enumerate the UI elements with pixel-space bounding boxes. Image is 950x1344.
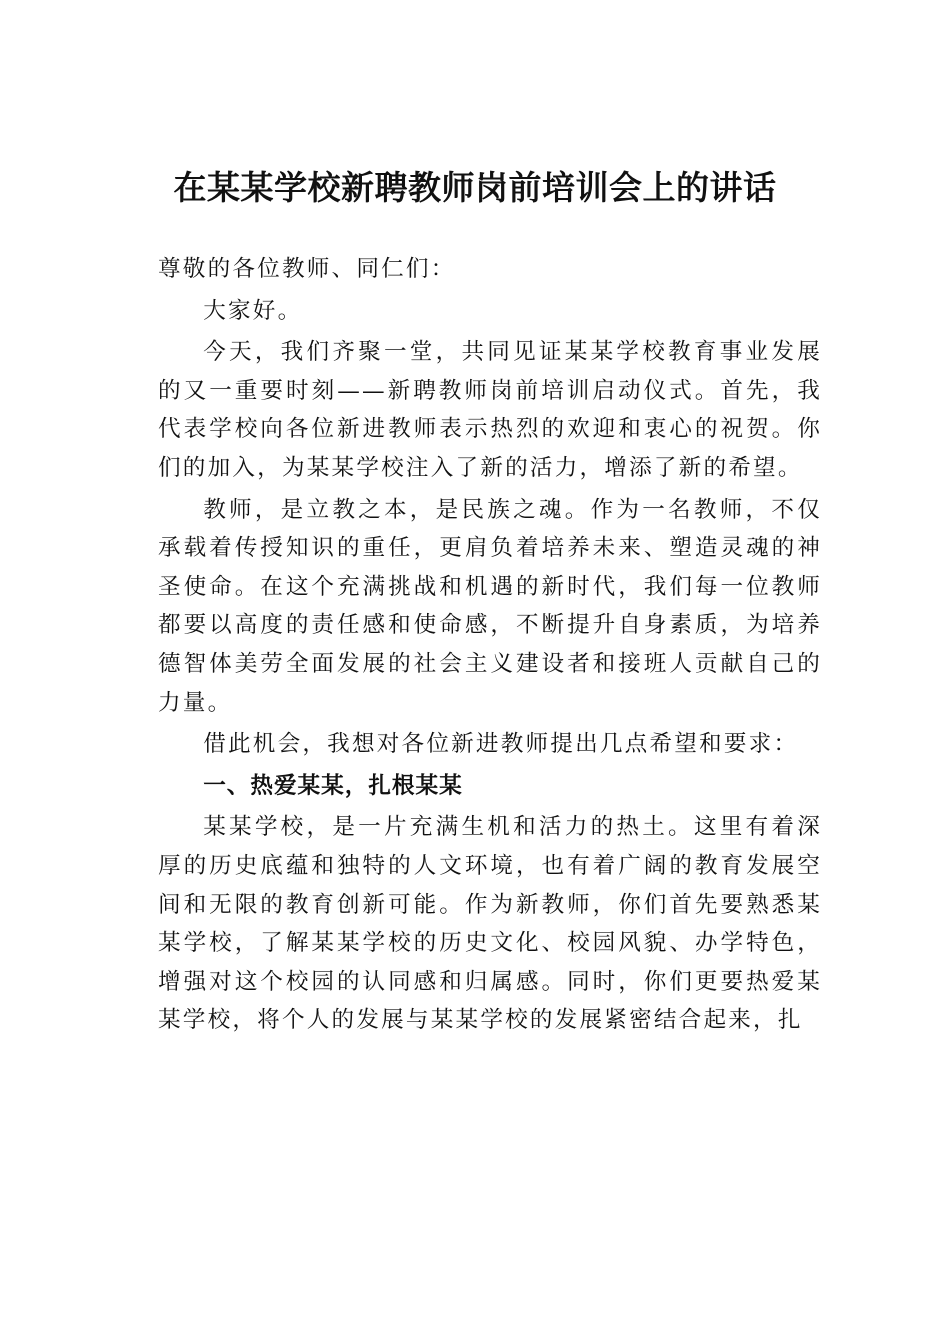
section-heading: 一、热爱某某，扎根某某 xyxy=(203,772,463,799)
section-paragraph: 某某学校，是一片充满生机和活力的热土。这里有着深厚的历史底蕴和独特的人文环境，也有着广阔的教育发展空间和无限的教育创新可能。作为新教师，你们首先要熟悉某某学校，了解某某学校的历史文化、校园风貌、办学特色，增强对这个校园的认同感和归属感。同时，你们更要热爱某某学校，将个人的发展与某某学校的发展紧密结合起来，扎 xyxy=(158,814,822,1034)
document-title: 在某某学校新聘教师岗前培训会上的讲话 xyxy=(173,168,777,207)
paragraph-teacher-mission: 教师，是立教之本，是民族之魂。作为一名教师，不仅承载着传授知识的重任，更肩负着培养未来、塑造灵魂的神圣使命。在这个充满挑战和机遇的新时代，我们每一位教师都要以高度的责任感和使命感，不断提升自身素质，为培养德智体美劳全面发展的社会主义建设者和接班人贡献自己的力量。 xyxy=(158,496,822,716)
paragraph-expectations-intro: 借此机会，我想对各位新进教师提出几点希望和要求： xyxy=(203,731,799,758)
salutation: 尊敬的各位教师、同仁们： xyxy=(158,256,456,282)
greeting-line: 大家好。 xyxy=(203,297,303,324)
document-body xyxy=(158,250,822,1043)
paragraph-opening: 今天，我们齐聚一堂，共同见证某某学校教育事业发展的又一重要时刻——新聘教师岗前培训启动仪式。首先，我代表学校向各位新进教师表示热烈的欢迎和衷心的祝贺。你们的加入，为某某学校注入了新的活力，增添了新的希望。 xyxy=(158,339,822,481)
